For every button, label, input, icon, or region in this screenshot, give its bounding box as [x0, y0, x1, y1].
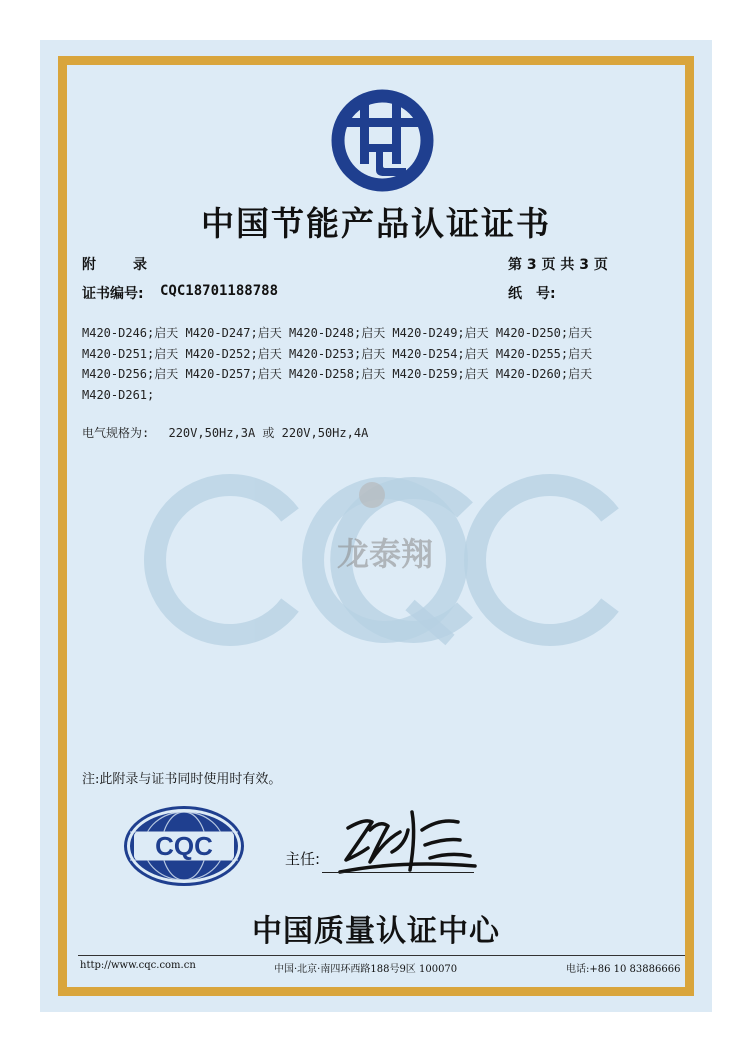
footer-address: 中国·北京·南四环西路188号9区 100070	[274, 964, 458, 975]
signature-line	[322, 872, 474, 873]
signature-icon	[330, 800, 480, 880]
cert-number-label: 证书编号:	[82, 286, 144, 302]
appendix-label: 附 录	[82, 257, 150, 273]
director-label: 主任:	[285, 850, 321, 868]
model-line: M420-D261;	[82, 387, 155, 402]
cqc-logo-icon	[122, 804, 246, 888]
page-indicator: 第 3 页 共 3 页	[508, 257, 608, 273]
spec-value: 220V,50Hz,3A 或 220V,50Hz,4A	[168, 426, 369, 440]
cqc-watermark	[140, 465, 630, 655]
model-line: M420-D256;启天 M420-D257;启天 M420-D258;启天 M420-D259;启天 M420-D260;启天	[82, 367, 593, 381]
model-list	[82, 323, 682, 405]
issuer-name: 中国质量认证中心	[252, 914, 500, 949]
electrical-spec	[82, 424, 368, 441]
spec-label: 电气规格为:	[82, 426, 150, 440]
model-line: M420-D246;启天 M420-D247;启天 M420-D248;启天 M420-D249;启天 M420-D250;启天	[82, 326, 593, 340]
cqc-logo-text: CQC	[155, 831, 213, 861]
watermark-text: 龙泰翔	[336, 535, 434, 573]
cert-number: CQC18701188788	[160, 283, 279, 299]
model-line: M420-D251;启天 M420-D252;启天 M420-D253;启天 M420-D254;启天 M420-D255;启天	[82, 346, 593, 361]
appendix-note: 注:此附录与证书同时使用时有效。	[82, 772, 282, 787]
footer-url: http://www.cqc.com.cn	[80, 960, 196, 971]
energy-saving-emblem-icon	[330, 88, 435, 193]
footer-phone: 电话:+86 10 83886666	[566, 964, 681, 975]
paper-number-label: 纸 号:	[508, 286, 556, 302]
certificate-title: 中国节能产品认证证书	[201, 204, 551, 243]
footer-divider	[78, 955, 685, 956]
